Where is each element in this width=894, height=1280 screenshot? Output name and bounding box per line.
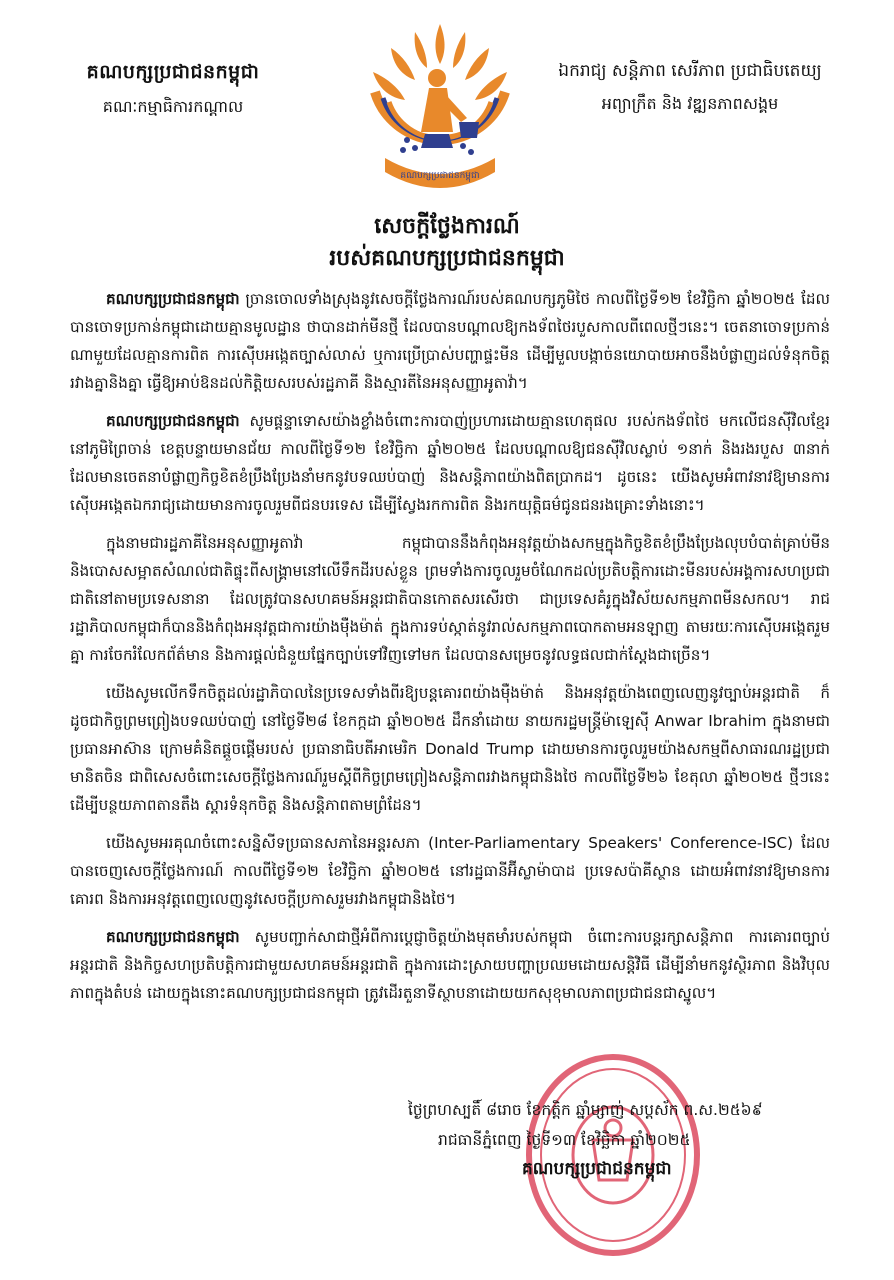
motto-line-1: ឯករាជ្យ សន្តិភាព សេរីភាព ប្រជាធិបតេយ្យ xyxy=(558,61,822,81)
paragraph-2 xyxy=(70,407,830,519)
lunar-date: ថ្ងៃព្រហស្បតិ៍ ៨រោច ខែកត្តិក ឆ្នាំម្សាញ់ សប្តស័ក ព.ស.២៥៦៩ xyxy=(408,1101,763,1119)
national-motto xyxy=(540,60,840,117)
paragraph-3 xyxy=(70,529,830,669)
paragraph-text: សូមផ្តន្ទាទោសយ៉ាងខ្លាំងចំពោះការបាញ់ប្រហារដោយគ្មានហេតុផល របស់កងទ័ពថៃ មកលើជនស៊ីវិលខ្មែរនៅភូមិព្រៃចាន់ ខេត្តបន្ទាយមានជ័យ កាលពីថ្ងៃទី១២ ខែវិច្ឆិកា ឆ្នាំ២០២៥ ដែលបណ្តាលឱ្យជនស៊ីវិលស្លាប់ ១នាក់ និងរងរបួស ៣នាក់ ដែលមានចេតនាបំផ្លាញកិច្ចខិតខំប្រឹងប្រែងនាំមកនូវបទឈប់បាញ់ និងសន្តិភាពយ៉ាងពិតប្រាកដ។ ដូចនេះ យើងសូមអំពាវនាវឱ្យមានការស៊ើបអង្កេតឯករាជ្យដោយមានការចូលរួមពីជនបរទេស ដើម្បីស្វែងរកការពិត និងរកយុត្តិធម៌ជូនជនរងគ្រោះទាំងនោះ។ xyxy=(70,412,830,514)
cpp-party-emblem-icon xyxy=(355,22,525,194)
paragraph-lead: គណបក្សប្រជាជនកម្ពុជា xyxy=(106,412,240,430)
signature-party-name: គណបក្សប្រជាជនកម្ពុជា xyxy=(522,1159,672,1179)
motto-line-2: អព្យាក្រឹត និង វឌ្ឍនភាពសង្គម xyxy=(601,94,779,113)
statement-subtitle: របស់គណបក្សប្រជាជនកម្ពុជា xyxy=(329,246,565,271)
paragraph-5 xyxy=(70,829,830,913)
party-name: គណបក្សប្រជាជនកម្ពុជា xyxy=(86,61,260,83)
statement-title: សេចក្តីថ្លែងការណ៍ xyxy=(374,214,520,239)
statement-body xyxy=(70,285,830,1017)
paragraph-text: ច្រានចោលទាំងស្រុងនូវសេចក្តីថ្លែងការណ៍របស់គណបក្សភូមិថៃ កាលពីថ្ងៃទី១២ ខែវិច្ឆិកា ឆ្នាំ២០២៥ ដែលបានចោទប្រកាន់កម្ពុជាដោយគ្មានមូលដ្ឋាន ថាបានដាក់មីនថ្មី ដែលបានបណ្តាលឱ្យកងទ័ពថៃរបួសកាលពីពេលថ្មីៗនេះ។ ចេតនាចោទប្រកាន់ណាមួយដែលគ្មានការពិត ការស៊ើបអង្កេតច្បាស់លាស់ ឬការប្រើប្រាស់បញ្ហាផ្ទះមីន ដើម្បីមួលបង្កាច់នយោបាយអាចនឹងបំផ្លាញដល់ទំនុកចិត្តរវាងគ្នានិងគ្នា ធ្វើឱ្យអាប់ឱនដល់កិត្តិយសរបស់រដ្ឋភាគី និងស្មារតីនៃអនុសញ្ញាអូតាវ៉ា។ xyxy=(70,290,830,392)
place-and-date: រាជធានីភ្នំពេញ ថ្ងៃទី១៣ ខែវិច្ឆិកា ឆ្នាំ២០២៥ xyxy=(438,1131,691,1149)
paragraph-lead: គណបក្សប្រជាជនកម្ពុជា xyxy=(106,290,240,308)
paragraph-lead: គណបក្សប្រជាជនកម្ពុជា xyxy=(106,928,240,946)
committee-name: គណៈកម្មាធិការកណ្តាល xyxy=(102,97,244,116)
paragraph-4 xyxy=(70,679,830,819)
emblem-ribbon-text: គណបក្សប្រជាជនកម្ពុជា xyxy=(400,171,480,181)
red-official-stamp-icon xyxy=(523,1050,703,1260)
paragraph-text: ក្នុងនាមជារដ្ឋភាគីនៃអនុសញ្ញាអូតាវ៉ា កម្ពុជាបាននឹងកំពុងអនុវត្តយ៉ាងសកម្មក្នុងកិច្ចខិតខំប្រឹងប្រែងលុបបំបាត់គ្រាប់មីន និងបោសសម្អាតសំណល់ជាតិផ្ទុះពីសង្គ្រាមនៅលើទឹកដីរបស់ខ្លួន ព្រមទាំងការចូលរួមចំណែកដល់ប្រតិបត្តិការដោះមីនរបស់អង្គការសហប្រជាជាតិនៅតាមប្រទេសនានា ដែលត្រូវបានសហគមន៍អន្តរជាតិបានកោតសរសើរថា ជាប្រទេសគំរូក្នុងវិស័យសកម្មភាពមីនសកល។ រាជរដ្ឋាភិបាលកម្ពុជាក៏បាននិងកំពុងអនុវត្តជាការយ៉ាងម៉ឺងម៉ាត់ ក្នុងការទប់ស្កាត់នូវរាល់សកម្មភាពបោកតាមអនឡាញ តាមរយៈការស៊ើបអង្កេតរួមគ្នា ការចែករំលែកព័ត៌មាន និងការផ្តល់ជំនួយផ្នែកច្បាប់ទៅវិញទៅមក ដែលបានសម្រេចនូវលទ្ធផលជាក់ស្តែងជាច្រើន។ xyxy=(70,534,830,664)
paragraph-6 xyxy=(70,923,830,1007)
paragraph-text: យើងសូមលើកទឹកចិត្តដល់រដ្ឋាភិបាលនៃប្រទេសទាំងពីរឱ្យបន្តគោរពយ៉ាងម៉ឺងម៉ាត់ និងអនុវត្តយ៉ាងពេញលេញនូវច្បាប់អន្តរជាតិ ក៏ដូចជាកិច្ចព្រមព្រៀងបទឈប់បាញ់ នៅថ្ងៃទី២៨ ខែកក្កដា ឆ្នាំ២០២៥ ដឹកនាំដោយ នាយករដ្ឋមន្ត្រីម៉ាឡេស៊ី Anwar Ibrahim ក្នុងនាមជាប្រធានអាស៊ាន ក្រោមគំនិតផ្តួចផ្តើមរបស់ ប្រធានាធិបតីអាមេរិក Donald Trump ដោយមានការចូលរួមយ៉ាងសកម្មពីសាធារណរដ្ឋប្រជាមានិតចិន ជាពិសេសចំពោះសេចក្តីថ្លែងការណ៍រួមស្តីពីកិច្ចព្រមព្រៀងសន្តិភាពរវាងកម្ពុជានិងថៃ កាលពីថ្ងៃទី២៦ ខែតុលា ឆ្នាំ២០២៥ ថ្មីៗនេះ ដើម្បីបន្ថយភាពតានតឹង ស្តារទំនុកចិត្ត និងសន្តិភាពតាមព្រំដែន។ xyxy=(70,684,830,814)
paragraph-text: សូមបញ្ជាក់សាជាថ្មីអំពីការប្តេជ្ញាចិត្តយ៉ាងមុតមាំរបស់កម្ពុជា ចំពោះការបន្តរក្សាសន្តិភាព ការគោរពច្បាប់អន្តរជាតិ និងកិច្ចសហប្រតិបត្តិការជាមួយសហគមន៍អន្តរជាតិ ក្នុងការដោះស្រាយបញ្ហាប្រឈមដោយសន្តិវិធី ដើម្បីនាំមកនូវស្ថិរភាព និងវិបុលភាពក្នុងតំបន់ ដោយក្នុងនោះគណបក្សប្រជាជនកម្ពុជា ត្រូវដើរតួនាទីស្ថាបនាដោយយកសុខុមាលភាពប្រជាជនជាស្នូល។ xyxy=(70,928,830,1002)
paragraph-1 xyxy=(70,285,830,397)
paragraph-text: យើងសូមអរគុណចំពោះសន្និសីទប្រធានសភានៃអន្តរសភា (Inter-Parliamentary Speakers' Conference-ISC) ដែលបានចេញសេចក្តីថ្លែងការណ៍ កាលពីថ្ងៃទី១២ ខែវិច្ឆិកា ឆ្នាំ២០២៥ នៅរដ្ឋធានីអ៊ីស្លាម៉ាបាដ ប្រទេសប៉ាគីស្ថាន ដោយអំពាវនាវឱ្យមានការគោរព និងការអនុវត្តពេញលេញនូវសេចក្តីប្រកាសរួមរវាងកម្ពុជានិងថៃ។ xyxy=(70,834,830,908)
party-header xyxy=(58,60,288,120)
